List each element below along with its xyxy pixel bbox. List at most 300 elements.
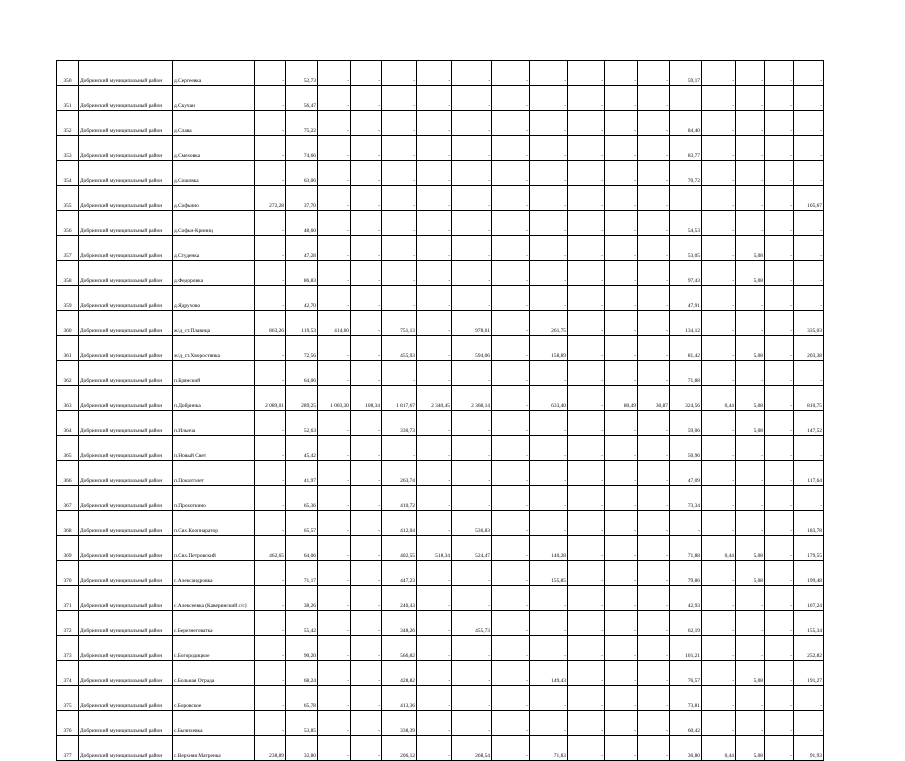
table-row xyxy=(57,336,824,361)
table-row xyxy=(57,511,824,536)
value-cell: - xyxy=(568,536,605,561)
value-cell: 348,26 xyxy=(382,611,417,636)
value-cell: - xyxy=(794,161,824,186)
value-cell: - xyxy=(382,286,417,311)
value-cell: - xyxy=(452,286,492,311)
value-cell: - xyxy=(605,186,638,211)
value-cell: - xyxy=(492,386,530,411)
value-cell: - xyxy=(255,561,286,586)
value-cell: - xyxy=(417,411,452,436)
value-cell: 52,63 xyxy=(286,411,318,436)
value-cell: - xyxy=(255,86,286,111)
value-cell: - xyxy=(318,111,351,136)
value-cell: - xyxy=(417,186,452,211)
value-cell: - xyxy=(702,211,736,236)
value-cell: - xyxy=(765,61,794,86)
value-cell: 65,57 xyxy=(286,511,318,536)
value-cell: 140,28 xyxy=(530,536,568,561)
value-cell: - xyxy=(736,136,765,161)
tariff-table xyxy=(56,60,824,761)
value-cell: - xyxy=(417,336,452,361)
value-cell: 81,42 xyxy=(670,336,702,361)
value-cell: - xyxy=(382,436,417,461)
value-cell: 252,82 xyxy=(794,636,824,661)
settlement-cell: п.Свх.Коопнаратор xyxy=(173,511,255,536)
value-cell: - xyxy=(794,86,824,111)
settlement-cell: д.Федоровка xyxy=(173,261,255,286)
value-cell: - xyxy=(638,436,670,461)
value-cell: - xyxy=(568,436,605,461)
value-cell: 5,08 xyxy=(736,561,765,586)
district-cell: Добринский муниципальный район xyxy=(79,261,173,286)
value-cell: - xyxy=(568,311,605,336)
value-cell: - xyxy=(530,486,568,511)
row-number: 362 xyxy=(57,361,79,386)
value-cell: - xyxy=(255,136,286,161)
settlement-cell: с.Больная Отрада xyxy=(173,661,255,686)
value-cell: - xyxy=(568,486,605,511)
settlement-cell: с.Алексеевка (Каверинский с/с) xyxy=(173,586,255,611)
row-number: 354 xyxy=(57,161,79,186)
district-cell: Добринский муниципальный район xyxy=(79,436,173,461)
value-cell: - xyxy=(765,186,794,211)
table-row xyxy=(57,361,824,386)
value-cell: - xyxy=(318,611,351,636)
value-cell: - xyxy=(255,411,286,436)
value-cell: - xyxy=(702,186,736,211)
value-cell: 74,66 xyxy=(286,136,318,161)
table-row xyxy=(57,686,824,711)
settlement-cell: д.Ядрухово xyxy=(173,286,255,311)
row-number: 370 xyxy=(57,561,79,586)
value-cell: 36,80 xyxy=(670,736,702,761)
table-row xyxy=(57,661,824,686)
value-cell: 5,08 xyxy=(736,386,765,411)
value-cell: 330,73 xyxy=(382,411,417,436)
value-cell: - xyxy=(417,86,452,111)
value-cell: 183,78 xyxy=(794,511,824,536)
value-cell: - xyxy=(794,686,824,711)
value-cell: - xyxy=(638,736,670,761)
value-cell: - xyxy=(765,736,794,761)
table-row xyxy=(57,411,824,436)
value-cell: - xyxy=(765,561,794,586)
value-cell: - xyxy=(492,661,530,686)
district-cell: Добринский муниципальный район xyxy=(79,686,173,711)
value-cell: - xyxy=(794,236,824,261)
value-cell: 56,47 xyxy=(286,86,318,111)
value-cell: - xyxy=(736,486,765,511)
row-number: 358 xyxy=(57,261,79,286)
value-cell: - xyxy=(605,236,638,261)
value-cell: 62,19 xyxy=(670,611,702,636)
table-row xyxy=(57,161,824,186)
value-cell: - xyxy=(638,711,670,736)
value-cell: 45,42 xyxy=(286,436,318,461)
value-cell: 1 003,30 xyxy=(318,386,351,411)
table-row xyxy=(57,261,824,286)
value-cell: - xyxy=(638,211,670,236)
value-cell: - xyxy=(638,486,670,511)
value-cell: 97,43 xyxy=(670,261,702,286)
value-cell: - xyxy=(605,286,638,311)
table-row xyxy=(57,536,824,561)
value-cell: 455,73 xyxy=(452,611,492,636)
value-cell: - xyxy=(568,61,605,86)
value-cell: - xyxy=(452,586,492,611)
value-cell: - xyxy=(452,136,492,161)
district-cell: Добринский муниципальный район xyxy=(79,386,173,411)
value-cell: - xyxy=(351,736,382,761)
value-cell: 37,70 xyxy=(286,186,318,211)
settlement-cell: ж/д_ст.Плавица xyxy=(173,311,255,336)
value-cell: - xyxy=(794,361,824,386)
row-number: 367 xyxy=(57,486,79,511)
value-cell: 42,70 xyxy=(286,286,318,311)
value-cell: 60,42 xyxy=(670,711,702,736)
value-cell: - xyxy=(452,661,492,686)
value-cell: - xyxy=(568,336,605,361)
value-cell: 261,75 xyxy=(530,311,568,336)
value-cell: - xyxy=(568,136,605,161)
value-cell: - xyxy=(530,186,568,211)
value-cell: 268,54 xyxy=(452,736,492,761)
value-cell: - xyxy=(605,686,638,711)
value-cell: - xyxy=(417,61,452,86)
value-cell: - xyxy=(492,86,530,111)
value-cell: - xyxy=(638,511,670,536)
value-cell: - xyxy=(417,511,452,536)
value-cell: 751,13 xyxy=(382,311,417,336)
value-cell: - xyxy=(702,461,736,486)
value-cell: - xyxy=(255,711,286,736)
value-cell: - xyxy=(568,636,605,661)
district-cell: Добринский муниципальный район xyxy=(79,661,173,686)
value-cell: - xyxy=(702,686,736,711)
value-cell: 5,08 xyxy=(736,336,765,361)
value-cell: - xyxy=(794,261,824,286)
value-cell: - xyxy=(452,361,492,386)
value-cell: - xyxy=(736,361,765,386)
value-cell: - xyxy=(382,236,417,261)
district-cell: Добринский муниципальный район xyxy=(79,336,173,361)
district-cell: Добринский муниципальный район xyxy=(79,136,173,161)
settlement-cell: д.Софьи-Криниц xyxy=(173,211,255,236)
value-cell: 91,93 xyxy=(794,736,824,761)
value-cell: 414,60 xyxy=(318,311,351,336)
value-cell: - xyxy=(794,486,824,511)
value-cell: 84,40 xyxy=(670,111,702,136)
value-cell: - xyxy=(351,461,382,486)
value-cell: - xyxy=(492,636,530,661)
value-cell: - xyxy=(452,461,492,486)
district-cell: Добринский муниципальный район xyxy=(79,711,173,736)
value-cell: - xyxy=(736,511,765,536)
value-cell: 5,08 xyxy=(736,736,765,761)
value-cell: - xyxy=(765,711,794,736)
row-number: 359 xyxy=(57,286,79,311)
table-row xyxy=(57,386,824,411)
value-cell: - xyxy=(530,211,568,236)
value-cell: - xyxy=(702,511,736,536)
row-number: 366 xyxy=(57,461,79,486)
value-cell: - xyxy=(492,161,530,186)
value-cell: - xyxy=(765,386,794,411)
value-cell: - xyxy=(417,636,452,661)
value-cell: - xyxy=(417,211,452,236)
value-cell: - xyxy=(351,186,382,211)
value-cell: - xyxy=(638,686,670,711)
value-cell: - xyxy=(765,511,794,536)
value-cell: - xyxy=(255,336,286,361)
value-cell: 65,78 xyxy=(286,686,318,711)
value-cell: - xyxy=(417,611,452,636)
value-cell: - xyxy=(605,111,638,136)
district-cell: Добринский муниципальный район xyxy=(79,511,173,536)
value-cell: 179,55 xyxy=(794,536,824,561)
value-cell: 41,97 xyxy=(286,461,318,486)
value-cell: - xyxy=(568,411,605,436)
row-number: 357 xyxy=(57,236,79,261)
value-cell: - xyxy=(702,611,736,636)
value-cell: - xyxy=(638,286,670,311)
settlement-cell: д.Сергеевка xyxy=(173,61,255,86)
value-cell: - xyxy=(638,411,670,436)
value-cell: - xyxy=(492,586,530,611)
value-cell: - xyxy=(417,461,452,486)
value-cell: - xyxy=(452,211,492,236)
settlement-cell: п.Новый Свет xyxy=(173,436,255,461)
row-number: 374 xyxy=(57,661,79,686)
value-cell: 289,25 xyxy=(286,386,318,411)
value-cell xyxy=(670,186,702,211)
value-cell: - xyxy=(492,561,530,586)
value-cell: - xyxy=(255,636,286,661)
value-cell: - xyxy=(351,136,382,161)
value-cell: - xyxy=(736,586,765,611)
value-cell: - xyxy=(417,311,452,336)
row-number: 353 xyxy=(57,136,79,161)
value-cell: 50,96 xyxy=(670,436,702,461)
value-cell: - xyxy=(702,236,736,261)
value-cell: 149,43 xyxy=(530,661,568,686)
value-cell: - xyxy=(568,611,605,636)
table-row xyxy=(57,711,824,736)
value-cell: - xyxy=(351,161,382,186)
value-cell: - xyxy=(318,261,351,286)
table-row xyxy=(57,236,824,261)
value-cell: - xyxy=(765,86,794,111)
settlement-cell: ж/д_ст.Хворостянка xyxy=(173,336,255,361)
table-row xyxy=(57,136,824,161)
value-cell: 155,34 xyxy=(794,611,824,636)
value-cell: - xyxy=(702,486,736,511)
district-cell: Добринский муниципальный район xyxy=(79,361,173,386)
district-cell: Добринский муниципальный район xyxy=(79,636,173,661)
value-cell: 5,08 xyxy=(736,411,765,436)
value-cell: 518,34 xyxy=(417,536,452,561)
value-cell: 134,12 xyxy=(670,311,702,336)
value-cell: - xyxy=(382,161,417,186)
row-number: 372 xyxy=(57,611,79,636)
value-cell: - xyxy=(638,461,670,486)
row-number: 371 xyxy=(57,586,79,611)
value-cell: - xyxy=(351,636,382,661)
value-cell: - xyxy=(492,211,530,236)
settlement-cell: п.Брянский xyxy=(173,361,255,386)
value-cell: - xyxy=(452,711,492,736)
value-cell: - xyxy=(765,636,794,661)
value-cell: 447,23 xyxy=(382,561,417,586)
value-cell: - xyxy=(417,486,452,511)
value-cell xyxy=(670,86,702,111)
row-number: 369 xyxy=(57,536,79,561)
value-cell: 203,38 xyxy=(794,336,824,361)
settlement-cell: п.Свх.Петровский xyxy=(173,536,255,561)
district-cell: Добринский муниципальный район xyxy=(79,411,173,436)
value-cell: - xyxy=(530,711,568,736)
value-cell: - xyxy=(351,236,382,261)
value-cell: - xyxy=(638,86,670,111)
value-cell: 594,06 xyxy=(452,336,492,361)
table-row xyxy=(57,286,824,311)
value-cell: 263,74 xyxy=(382,461,417,486)
value-cell: - xyxy=(318,236,351,261)
value-cell: - xyxy=(318,211,351,236)
value-cell: - xyxy=(318,336,351,361)
value-cell: - xyxy=(765,261,794,286)
value-cell: - xyxy=(492,686,530,711)
value-cell: 55,42 xyxy=(286,611,318,636)
value-cell: - xyxy=(530,411,568,436)
value-cell: - xyxy=(765,586,794,611)
settlement-cell: д.Скучан xyxy=(173,86,255,111)
value-cell: - xyxy=(417,711,452,736)
value-cell: - xyxy=(702,111,736,136)
value-cell: - xyxy=(605,711,638,736)
settlement-cell: с.Березнеговатка xyxy=(173,611,255,636)
value-cell: - xyxy=(351,111,382,136)
value-cell: - xyxy=(255,361,286,386)
value-cell: - xyxy=(255,586,286,611)
value-cell: - xyxy=(605,311,638,336)
value-cell: - xyxy=(452,111,492,136)
value-cell: 83,77 xyxy=(670,136,702,161)
value-cell: 86,83 xyxy=(286,261,318,286)
value-cell: 524,47 xyxy=(452,536,492,561)
settlement-cell: с.Верхняя Матренка xyxy=(173,736,255,761)
value-cell: - xyxy=(351,486,382,511)
value-cell: - xyxy=(530,511,568,536)
value-cell: - xyxy=(530,686,568,711)
value-cell: - xyxy=(417,586,452,611)
value-cell: 335,03 xyxy=(794,311,824,336)
value-cell: 64,06 xyxy=(286,536,318,561)
value-cell: - xyxy=(702,261,736,286)
value-cell: - xyxy=(492,436,530,461)
value-cell: - xyxy=(702,361,736,386)
value-cell: - xyxy=(670,511,702,536)
value-cell: - xyxy=(417,161,452,186)
value-cell: - xyxy=(351,561,382,586)
value-cell: 70,72 xyxy=(670,161,702,186)
table-row xyxy=(57,61,824,86)
value-cell: 65,36 xyxy=(286,486,318,511)
value-cell: - xyxy=(605,336,638,361)
value-cell: 73,34 xyxy=(670,486,702,511)
row-number: 356 xyxy=(57,211,79,236)
table-row xyxy=(57,186,824,211)
value-cell: - xyxy=(605,61,638,86)
value-cell: 107,24 xyxy=(794,586,824,611)
value-cell: - xyxy=(492,736,530,761)
settlement-cell: п.Добринка xyxy=(173,386,255,411)
value-cell: - xyxy=(351,311,382,336)
value-cell: - xyxy=(492,536,530,561)
value-cell: - xyxy=(568,661,605,686)
value-cell: 71,17 xyxy=(286,561,318,586)
value-cell: - xyxy=(318,586,351,611)
value-cell: 410,72 xyxy=(382,486,417,511)
value-cell: 54,53 xyxy=(670,211,702,236)
value-cell: - xyxy=(765,286,794,311)
value-cell: - xyxy=(702,61,736,86)
value-cell: - xyxy=(452,236,492,261)
value-cell: - xyxy=(568,211,605,236)
value-cell: - xyxy=(492,511,530,536)
value-cell: - xyxy=(765,336,794,361)
value-cell: 810,75 xyxy=(794,386,824,411)
value-cell: - xyxy=(638,186,670,211)
value-cell: 338,39 xyxy=(382,711,417,736)
row-number: 363 xyxy=(57,386,79,411)
value-cell: - xyxy=(605,636,638,661)
district-cell: Добринский муниципальный район xyxy=(79,561,173,586)
value-cell: - xyxy=(351,711,382,736)
value-cell: 47,09 xyxy=(670,461,702,486)
value-cell: - xyxy=(765,536,794,561)
value-cell: - xyxy=(605,736,638,761)
value-cell: - xyxy=(530,86,568,111)
value-cell: 42,93 xyxy=(670,586,702,611)
value-cell: 455,93 xyxy=(382,336,417,361)
value-cell: 412,04 xyxy=(382,511,417,536)
value-cell: - xyxy=(492,336,530,361)
district-cell: Добринский муниципальный район xyxy=(79,536,173,561)
value-cell: - xyxy=(255,261,286,286)
value-cell: - xyxy=(568,386,605,411)
value-cell: - xyxy=(255,236,286,261)
value-cell: 147,52 xyxy=(794,411,824,436)
value-cell: - xyxy=(530,111,568,136)
value-cell: 199,48 xyxy=(794,561,824,586)
value-cell: - xyxy=(765,361,794,386)
value-cell: - xyxy=(318,686,351,711)
value-cell: 38,26 xyxy=(286,586,318,611)
value-cell: - xyxy=(568,686,605,711)
value-cell: - xyxy=(530,286,568,311)
value-cell: 158,89 xyxy=(530,336,568,361)
value-cell: - xyxy=(318,486,351,511)
value-cell: 53,85 xyxy=(286,711,318,736)
value-cell: - xyxy=(351,436,382,461)
value-cell: - xyxy=(530,361,568,386)
value-cell: - xyxy=(318,711,351,736)
value-cell: - xyxy=(568,586,605,611)
value-cell: - xyxy=(568,736,605,761)
value-cell: - xyxy=(492,411,530,436)
value-cell: 47,91 xyxy=(670,286,702,311)
